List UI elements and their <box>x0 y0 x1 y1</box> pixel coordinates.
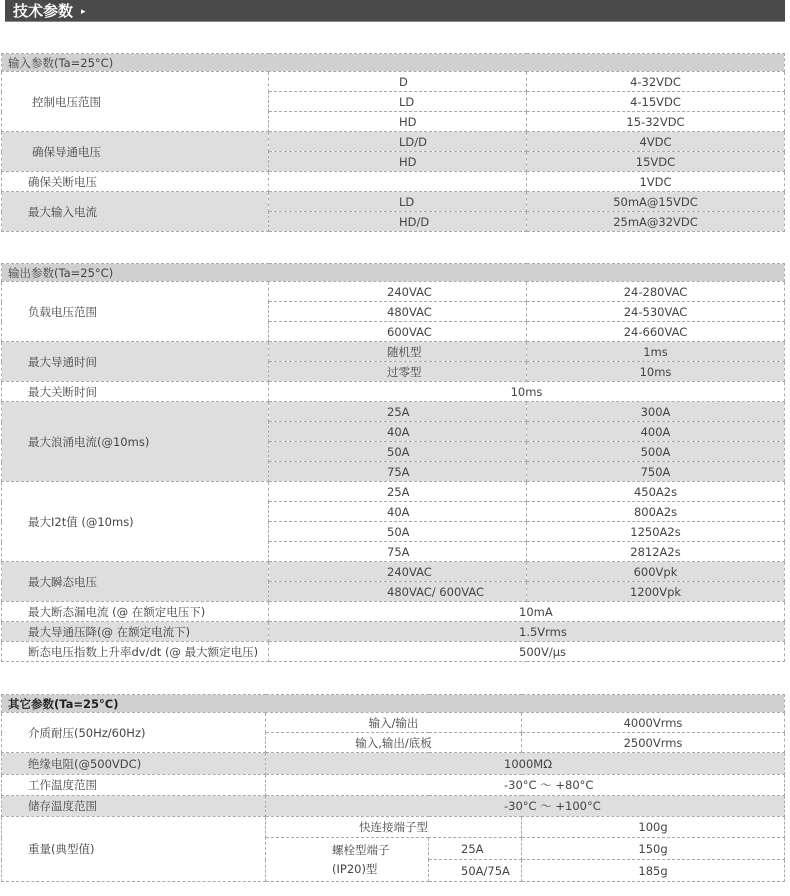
cell: 快连接端子型 <box>266 817 522 838</box>
output-params-table <box>1 263 785 662</box>
cell: 1ms <box>527 342 785 362</box>
cell: 300A <box>527 402 785 422</box>
row-label: 工作温度范围 <box>2 775 266 796</box>
cell: 1.5Vrms <box>269 622 785 642</box>
cell: 450A2s <box>527 482 785 502</box>
row-label: 最大浪涌电流(@10ms) <box>2 402 269 482</box>
cell <box>269 172 527 192</box>
cell: 24-660VAC <box>527 322 785 342</box>
input-params-table <box>1 53 785 232</box>
label-line: (IP20)型 <box>332 861 378 876</box>
screw-terminal-label <box>266 838 429 882</box>
cell: 25A <box>269 482 527 502</box>
cell: 1200Vpk <box>527 582 785 602</box>
cell: 1000MΩ <box>266 753 785 775</box>
cell: 480VAC/ 600VAC <box>269 582 527 602</box>
cell: 50A <box>269 522 527 542</box>
cell: 15-32VDC <box>527 112 785 132</box>
cell: D <box>269 72 527 92</box>
label-line: 螺栓型端子 <box>332 842 390 857</box>
row-label: 确保导通电压 <box>2 132 269 172</box>
cell: 输入,输出/底板 <box>266 733 522 753</box>
row-label: 确保关断电压 <box>2 172 269 192</box>
cell: 4VDC <box>527 132 785 152</box>
cell: 500A <box>527 442 785 462</box>
cell: 10ms <box>269 382 785 402</box>
cell: 1250A2s <box>527 522 785 542</box>
cell: 240VAC <box>269 282 527 302</box>
cell: LD <box>269 192 527 212</box>
row-label: 储存温度范围 <box>2 796 266 817</box>
cell: 24-280VAC <box>527 282 785 302</box>
row-label: 绝缘电阻(@500VDC) <box>2 753 266 775</box>
row-label: 最大导通时间 <box>2 342 269 382</box>
cell: 480VAC <box>269 302 527 322</box>
cell: HD <box>269 152 527 172</box>
page-title: 技术参数 <box>13 2 74 20</box>
cell: 600VAC <box>269 322 527 342</box>
cell: 40A <box>269 422 527 442</box>
row-label: 最大I2t值 (@10ms) <box>2 482 269 562</box>
cell: 185g <box>522 860 785 882</box>
table-title: 输入参数(Ta=25°C) <box>2 54 785 72</box>
row-label: 断态电压指数上升率dv/dt (@ 最大额定电压) <box>2 642 269 662</box>
cell: 25A <box>269 402 527 422</box>
cell: 40A <box>269 502 527 522</box>
row-label: 最大导通压降(@ 在额定电流下) <box>2 622 269 642</box>
row-label: 介质耐压(50Hz/60Hz) <box>2 713 266 753</box>
row-label: 重量(典型值) <box>2 817 266 882</box>
cell: 4-32VDC <box>527 72 785 92</box>
row-label: 最大瞬态电压 <box>2 562 269 602</box>
cell: 240VAC <box>269 562 527 582</box>
cell: -30°C ～ +100°C <box>266 796 785 817</box>
table-title: 输出参数(Ta=25°C) <box>2 264 785 282</box>
cell: 750A <box>527 462 785 482</box>
cell: -30°C ～ +80°C <box>266 775 785 796</box>
cell: 150g <box>522 838 785 860</box>
cell: 过零型 <box>269 362 527 382</box>
cell: 25mA@32VDC <box>527 212 785 232</box>
cell: HD <box>269 112 527 132</box>
cell: 25A <box>429 838 522 860</box>
cell: 50mA@15VDC <box>527 192 785 212</box>
cell: 500V/µs <box>269 642 785 662</box>
cell: LD/D <box>269 132 527 152</box>
cell: 400A <box>527 422 785 442</box>
cell: 10mA <box>269 602 785 622</box>
cell: 4-15VDC <box>527 92 785 112</box>
cell: 800A2s <box>527 502 785 522</box>
cell: 100g <box>522 817 785 838</box>
cell: 75A <box>269 542 527 562</box>
cell: 50A <box>269 442 527 462</box>
cell: 随机型 <box>269 342 527 362</box>
caret-right-icon: ▸ <box>81 7 86 17</box>
cell: 4000Vrms <box>522 713 785 733</box>
table-title: 其它参数(Ta=25°C) <box>2 695 785 713</box>
cell: 600Vpk <box>527 562 785 582</box>
row-label: 最大断态漏电流 (@ 在额定电压下) <box>2 602 269 622</box>
cell: 1VDC <box>527 172 785 192</box>
cell: 10ms <box>527 362 785 382</box>
cell: 50A/75A <box>429 860 522 882</box>
cell: 2500Vrms <box>522 733 785 753</box>
section-header <box>5 0 785 22</box>
row-label: 负载电压范围 <box>2 282 269 342</box>
row-label: 最大关断时间 <box>2 382 269 402</box>
cell: HD/D <box>269 212 527 232</box>
row-label: 最大输入电流 <box>2 192 269 232</box>
other-params-table <box>1 694 785 882</box>
cell: 24-530VAC <box>527 302 785 322</box>
row-label: 控制电压范围 <box>2 72 269 132</box>
cell: 15VDC <box>527 152 785 172</box>
cell: 75A <box>269 462 527 482</box>
cell: 2812A2s <box>527 542 785 562</box>
cell: 输入/输出 <box>266 713 522 733</box>
cell: LD <box>269 92 527 112</box>
